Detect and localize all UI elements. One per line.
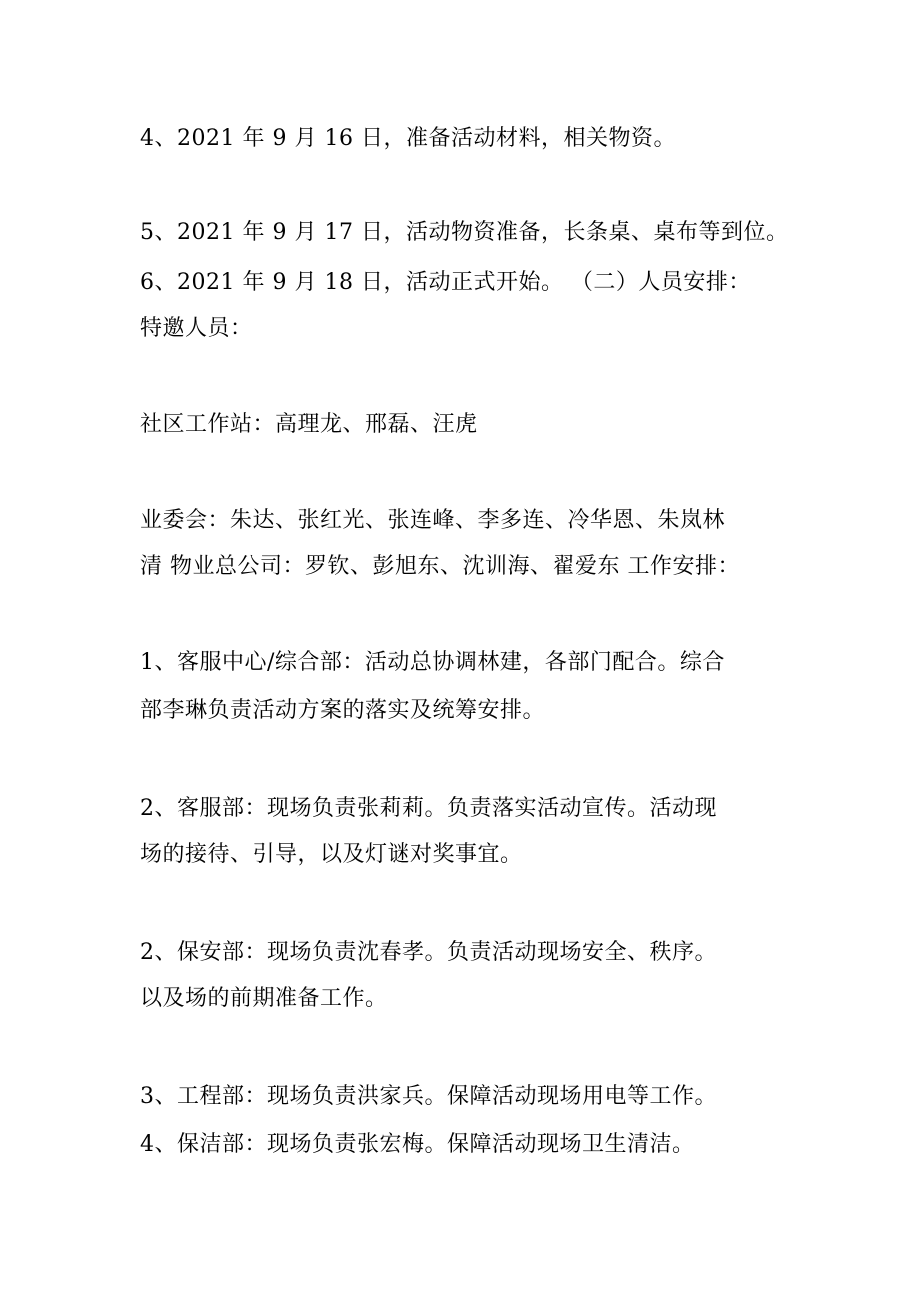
text-line: 清 物业总公司：罗钦、彭旭东、沈训海、翟爱东 工作安排： (140, 554, 740, 579)
text-line: 2、保安部：现场负责沈春孝。负责活动现场安全、秩序。 (140, 940, 717, 965)
text-line: 2、客服部：现场负责张莉莉。负责落实活动宣传。活动现 (140, 796, 717, 821)
text-line: 业委会：朱达、张红光、张连峰、李多连、冷华恩、朱岚林 (140, 508, 726, 533)
text-line: 特邀人员： (140, 316, 253, 341)
text-line: 场的接待、引导，以及灯谜对奖事宜。 (140, 842, 523, 867)
text-line: 5、2021 年 9 月 17 日，活动物资准备，长条桌、桌布等到位。 (140, 220, 789, 245)
text-line: 4、2021 年 9 月 16 日，准备活动材料，相关物资。 (140, 126, 676, 151)
text-line: 1、客服中心/综合部：活动总协调林建，各部门配合。综合 (140, 650, 725, 675)
text-line: 4、保洁部：现场负责张宏梅。保障活动现场卫生清洁。 (140, 1132, 695, 1157)
text-line: 3、工程部：现场负责洪家兵。保障活动现场用电等工作。 (140, 1084, 717, 1109)
text-line: 社区工作站：高理龙、邢磊、汪虎 (140, 412, 478, 437)
text-line: 6、2021 年 9 月 18 日，活动正式开始。 （二）人员安排： (140, 270, 751, 295)
text-line: 部李琳负责活动方案的落实及统筹安排。 (140, 698, 546, 723)
text-line: 以及场的前期准备工作。 (140, 986, 388, 1011)
